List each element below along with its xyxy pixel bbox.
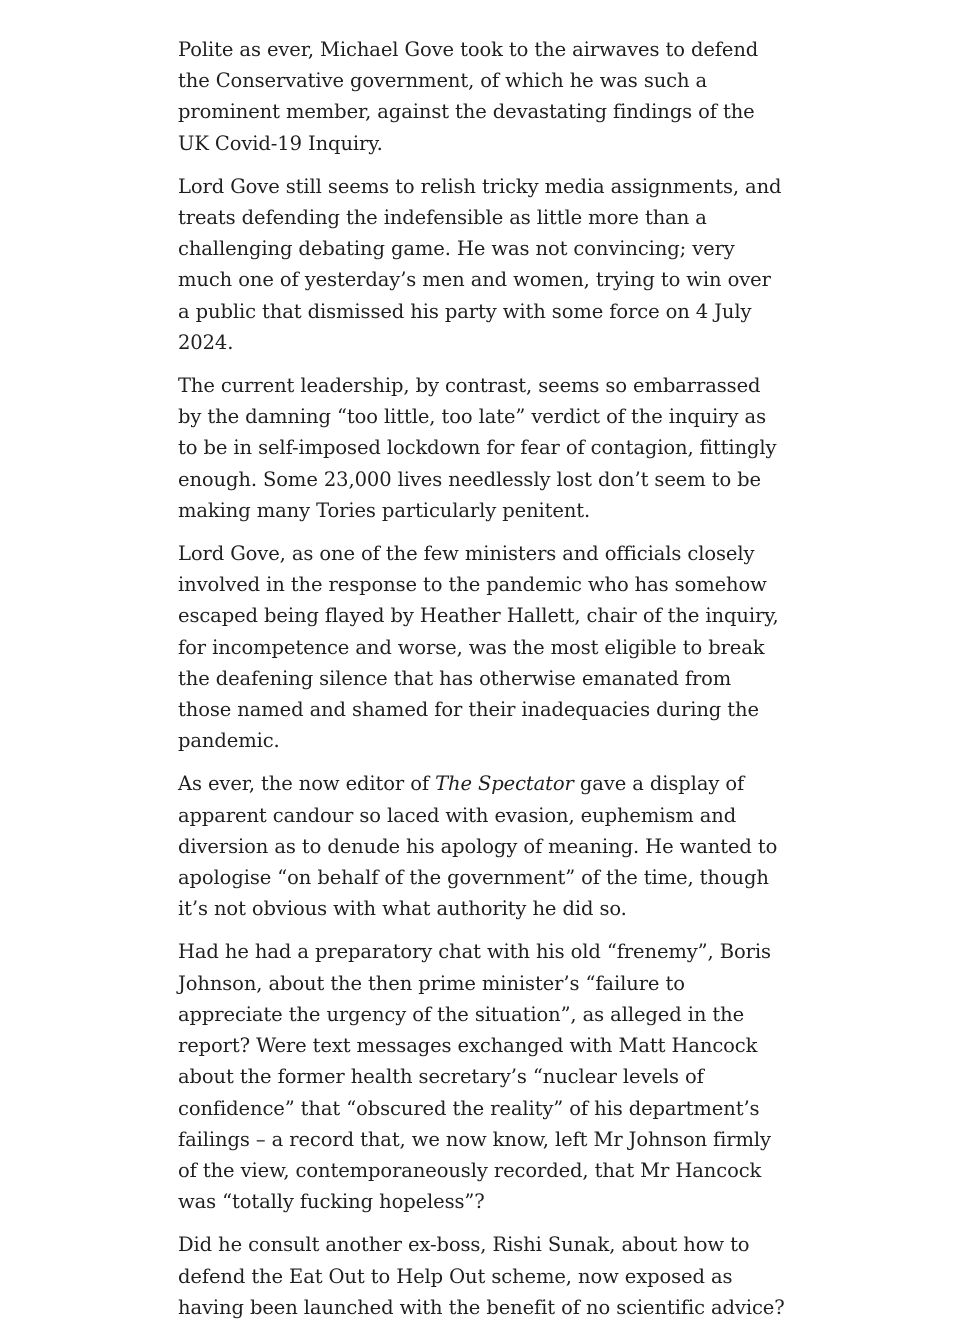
article-paragraph: Polite as ever, Michael Gove took to the airwaves to defend the Conservative government, of which he was such a prominent member, against the devastating findings of the UK Covid-19 Inquiry.	[178, 38, 759, 155]
article-paragraph: Had he had a preparatory chat with his old “frenemy”, Boris Johnson, about the then prime minister’s “failure to appreciate the urgency of the situation”, as alleged in the report? Were text messages exchanged with Matt Hancock about the former health secretary’s “nuclear levels of confidence” that “obscured the reality” of his department’s failings – a record that, we now know, left Mr Johnson firmly of the view, contemporaneously recorded, that Mr Hancock was “totally fucking hopeless”?	[178, 940, 771, 1214]
publication-title: The Spectator	[435, 772, 574, 796]
article-paragraph: Lord Gove still seems to relish tricky media assignments, and treats defending the indefensible as little more than a challenging debating game. He was not convincing; very much one of yesterday’s men and women, trying to win over a public that dismissed his party with some force on 4 July 2024.	[178, 174, 782, 354]
article-paragraph: The current leadership, by contrast, seems so embarrassed by the damning “too little, too late” verdict of the inquiry as to be in self-imposed lockdown for fear of contagion, fittingly enough. Some 23,000 lives needlessly lost don’t seem to be making many Tories particularly penitent.	[178, 374, 777, 522]
article-paragraph	[178, 768, 788, 924]
paragraph-text: gave a display of apparent candour so laced with evasion, euphemism and diversion as to denude his apology of meaning. He wanted to apologise “on behalf of the government” of the time, though it’s not obvious with what authority he did so.	[178, 772, 778, 921]
article-paragraph: Lord Gove, as one of the few ministers and officials closely involved in the response to the pandemic who has somehow escaped being flayed by Heather Hallett, chair of the inquiry, for incompetence and worse, was the most eligible to break the deafening silence that has otherwise emanated from those named and shamed for their inadequacies during the pandemic.	[178, 542, 779, 753]
article-body	[178, 34, 788, 1335]
article-paragraph: Did he consult another ex-boss, Rishi Sunak, about how to defend the Eat Out to Help Out scheme, now exposed as having been launched with the benefit of no scientific advice?	[178, 1233, 785, 1319]
paragraph-text: As ever, the now editor of	[178, 772, 436, 796]
